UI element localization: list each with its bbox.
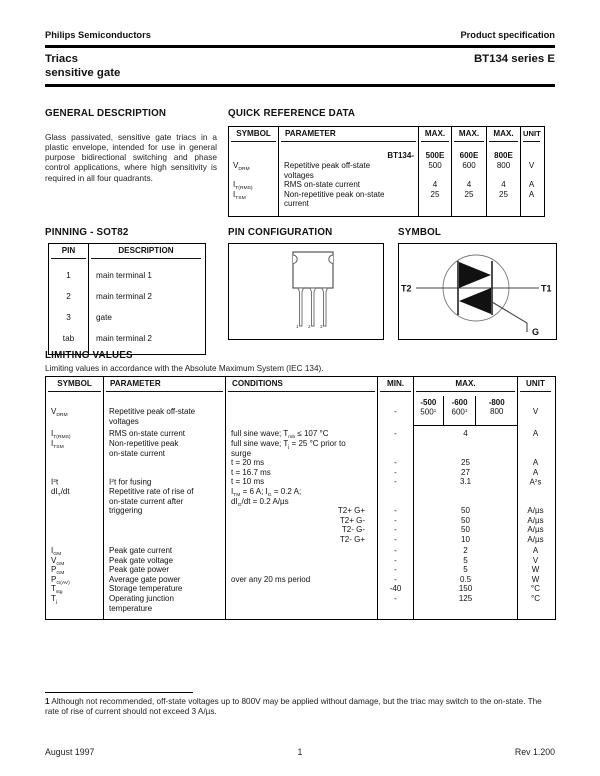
footnote-text: Although not recommended, off-state voltages up to 800V may be applied without damage, but the triac may switch to the on-state. The rate of rise of current should not exceed 3 A/µs. [45,697,542,716]
cell-symbol: $dI_T/dt$ [46,487,104,497]
cell-value: 25 [419,190,452,200]
cell-min: - [378,545,414,556]
cell-unit: V [528,161,535,170]
cell-max [414,449,518,459]
cell-conditions [226,584,378,594]
cell-min: - [378,594,414,604]
cell-symbol [46,535,104,545]
table-row [229,161,544,171]
cell-value: 600 [452,161,487,171]
limiting-values-heading: LIMITING VALUES [45,350,133,361]
pin-configuration-heading: PIN CONFIGURATION [228,227,333,238]
cell-conditions: full sine wave; $T_j = 25$ °C prior to [226,439,378,449]
gate-label: G [532,327,540,337]
table-row [46,516,555,526]
column-header-max3: MAX. [487,127,521,147]
cell-parameter: Operating junction [104,594,226,604]
cell-min: - [378,458,414,468]
table-row [46,497,555,507]
column-header-symbol: SYMBOL [46,377,104,396]
cell-conditions [226,565,378,575]
cell-pin: 2 [49,286,89,307]
table-row [229,180,544,190]
cell-value: 600E [452,147,487,161]
cell-unit: W [531,574,540,584]
cell-unit: V [532,407,539,417]
cell-value: 4 [419,180,452,190]
cell-min: - [378,565,414,575]
cell-min: - [378,506,414,516]
cell-min: - [378,556,414,566]
table-row [49,328,205,349]
limiting-values-table-body [46,426,555,619]
cell-symbol [46,497,104,507]
table-row [46,594,555,604]
cell-description: gate [96,313,112,322]
cell-min: - [378,396,414,426]
cell-conditions [226,545,378,556]
cell-value: 25 [452,190,487,200]
pin-configuration-box [228,243,384,340]
pin-label-1: 1 [296,324,299,329]
cell-conditions: t = 10 ms [226,477,378,487]
terminal-t1-label: T1 [541,283,552,294]
footer-revision: Rev 1.200 [514,747,555,757]
cell-symbol: $T_{stg}$ [46,584,104,594]
cell-symbol [46,525,104,535]
cell-symbol: $T_j$ [46,594,104,604]
table-row [46,556,555,566]
table-spacer-row [46,613,555,619]
cell-unit [518,449,553,459]
cell-value [487,171,521,181]
cell-unit [518,613,553,619]
cell-conditions: T2- G- [226,525,378,535]
cell-parameter: Repetitive peak off-state voltages [104,396,226,426]
footer-page-number: 1 [297,747,303,757]
cell-parameter: current [279,199,419,209]
column-header-max: MAX. [414,377,518,396]
cell-parameter [104,468,226,478]
cell-unit [518,497,553,507]
table-row [46,477,555,487]
cell-max: 25 [414,458,518,468]
pinning-table [48,243,206,355]
header-rule-top [45,45,555,48]
cell-value [452,199,487,209]
cell-pin: 3 [49,307,89,328]
cell-max: 5 [414,565,518,575]
table-row [229,147,544,161]
cell-min: - [378,516,414,526]
cell-pin: 1 [49,265,89,286]
cell-unit: A [532,458,539,468]
cell-unit [521,199,542,209]
cell-value [487,199,521,209]
cell-parameter [104,516,226,526]
cell-symbol [229,171,279,181]
cell-parameter: Repetitive peak off-state [279,161,419,171]
cell-value [419,199,452,209]
cell-value: 800 [487,161,521,171]
cell-symbol [46,468,104,478]
cell-min [378,613,414,619]
cell-min: - [378,575,414,585]
cell-symbol [229,209,279,216]
cell-parameter: Storage temperature [104,584,226,594]
cell-conditions [226,556,378,566]
cell-unit: V [532,555,539,565]
quick-reference-table [228,126,545,217]
pinning-table-body [49,265,205,354]
cell-value: 800E [487,147,521,161]
table-row [46,506,555,516]
footnote-rule [45,692,193,693]
cell-value [452,209,487,216]
cell-parameter: Peak gate current [104,545,226,556]
vendor-name: Philips Semiconductors [45,30,151,40]
header-rule-bottom [45,84,555,87]
max-subcolumn: -600 $600^1$ [444,396,477,425]
table-row [229,190,544,200]
cell-unit: °C [531,593,540,603]
cell-unit: $A^2s$ [529,477,542,487]
cell-symbol [229,147,279,161]
cell-conditions: T2+ G+ [226,506,378,516]
cell-conditions [226,396,378,426]
table-row [46,535,555,545]
part-number: BT134 series E [473,53,555,65]
table-row [46,604,555,614]
cell-unit: A [532,429,539,439]
table-header-row [49,244,205,265]
table-row [229,171,544,181]
cell-conditions: surge [226,449,378,459]
cell-max: 0.5 [414,575,518,585]
cell-symbol: $P_{GM}$ [46,565,104,575]
cell-value [487,209,521,216]
cell-unit [518,604,553,614]
cell-unit [521,171,542,181]
column-header-pin: PIN [49,244,89,265]
table-header-row [229,127,544,147]
cell-conditions [226,594,378,604]
table-row [46,545,555,556]
cell-max [414,497,518,507]
product-family-title [45,53,120,80]
cell-conditions: $I_{TM} = 6$ A; $I_G = 0.2$ A; [226,487,378,497]
pin-label-3: 3 [320,324,323,329]
cell-symbol: $V_{GM}$ [46,556,104,566]
cell-min: -40 [378,584,414,594]
cell-max: 27 [414,468,518,478]
cell-unit: A/µs [527,525,544,535]
cell-min: - [378,477,414,487]
cell-parameter [104,458,226,468]
cell-parameter: $I^2t$ for fusing [104,477,226,487]
cell-parameter: Peak gate voltage [104,556,226,566]
table-row [46,426,555,439]
column-header-min: MIN. [378,377,414,396]
cell-unit: A [532,467,539,477]
cell-parameter: RMS on-state current [279,180,419,190]
cell-value: 25 [487,190,521,200]
cell-pin: tab [49,328,89,349]
cell-value [452,171,487,181]
table-row [49,286,205,307]
terminal-t2-label: T2 [401,283,412,294]
cell-max: 50 [414,516,518,526]
cell-symbol: $P_{G(AV)}$ [46,575,104,585]
column-header-description: DESCRIPTION [89,244,203,265]
cell-symbol: $I_{GM}$ [46,545,104,556]
cell-unit [521,209,542,216]
cell-description: main terminal 1 [96,271,152,280]
table-row [46,449,555,459]
cell-max [414,604,518,614]
cell-max: 150 [414,584,518,594]
column-header-parameter: PARAMETER [279,127,419,147]
cell-unit [521,147,542,161]
cell-conditions [226,604,378,614]
cell-max: 2 [414,545,518,556]
cell-conditions: t = 20 ms [226,458,378,468]
cell-parameter: triggering [104,506,226,516]
cell-min [378,439,414,449]
table-row [46,458,555,468]
product-family-line1: Triacs [45,53,78,65]
table-row [46,575,555,585]
column-header-unit: UNIT [518,377,553,396]
cell-parameter [104,535,226,545]
cell-parameter [104,525,226,535]
cell-symbol: $V_{DRM}$ [46,396,104,426]
cell-value: 500 [419,161,452,171]
cell-conditions [226,613,378,619]
max-subcolumn: -500 $500^1$ [414,396,444,425]
cell-max: 4 [414,426,518,439]
cell-parameter: Repetitive rate of rise of [104,487,226,497]
cell-min: - [378,426,414,439]
column-header-parameter: PARAMETER [104,377,226,396]
footnote [45,697,552,716]
cell-min [378,487,414,497]
limiting-values-table [45,376,556,620]
symbol-heading: SYMBOL [398,227,442,238]
cell-parameter: temperature [104,604,226,614]
pinning-heading: PINNING - SOT82 [45,227,129,238]
cell-value [419,171,452,181]
table-row [49,307,205,328]
cell-symbol: $I^2t$ [46,477,104,487]
limiting-values-intro: Limiting values in accordance with the Absolute Maximum System (IEC 134). [45,364,324,373]
table-row [49,265,205,286]
cell-parameter: Peak gate power [104,565,226,575]
table-spacer-row [229,209,544,216]
column-header-symbol: SYMBOL [229,127,279,147]
voltage-limit-row [46,396,555,426]
cell-min: - [378,535,414,545]
cell-conditions: full sine wave; $T_{mb} \le 107$ °C [226,426,378,439]
cell-conditions: $dI_G/dt = 0.2$ A/µs [226,497,378,507]
cell-parameter: BT134- [279,147,419,161]
cell-conditions: over any 20 ms period [226,575,378,585]
cell-min [378,449,414,459]
cell-unit: A [528,189,535,199]
general-description-heading: GENERAL DESCRIPTION [45,108,167,119]
table-row [46,565,555,575]
cell-symbol [46,613,104,619]
general-description-text: Glass passivated, sensitive gate triacs in a plastic envelope, intended for use in general purpose bidirectional switching and phase control applications, where high sensitivity is required in all four quadrants. [45,132,217,183]
cell-unit: A [528,180,535,190]
cell-symbol: $I_{TSM}$ [229,190,279,200]
table-row [46,439,555,449]
quick-reference-heading: QUICK REFERENCE DATA [228,108,356,119]
table-row [46,525,555,535]
cell-symbol [46,604,104,614]
cell-max: 3.1 [414,477,518,487]
cell-value: 500E [419,147,452,161]
cell-unit: °C [531,584,540,594]
table-row [46,584,555,594]
cell-value: 4 [487,180,521,190]
cell-conditions: t = 16.7 ms [226,468,378,478]
cell-value: 4 [452,180,487,190]
cell-parameter: Non-repetitive peak on-state [279,190,419,200]
column-header-conditions: CONDITIONS [226,377,378,396]
cell-parameter: RMS on-state current [104,426,226,439]
cell-max: 125 [414,594,518,604]
table-row [46,468,555,478]
column-header-max2: MAX. [452,127,487,147]
cell-max: 5 [414,556,518,566]
cell-symbol: $I_{T(RMS)}$ [229,180,279,190]
cell-symbol [46,506,104,516]
cell-description: main terminal 2 [96,292,152,301]
cell-max-split [414,396,518,426]
cell-conditions: T2- G+ [226,535,378,545]
cell-max: 50 [414,525,518,535]
cell-max: 50 [414,506,518,516]
cell-unit [518,487,553,497]
symbol-box [398,243,557,340]
cell-symbol: $I_{TSM}$ [46,439,104,449]
pin-label-2: 2 [308,324,311,329]
cell-min [378,604,414,614]
cell-description: main terminal 2 [96,334,152,343]
cell-symbol [46,458,104,468]
cell-parameter: on-state current after [104,497,226,507]
cell-unit: A/µs [527,515,544,525]
cell-max [414,439,518,449]
cell-symbol [46,516,104,526]
cell-max [414,487,518,497]
cell-max [414,613,518,619]
cell-unit: A [532,545,539,555]
cell-symbol [229,199,279,209]
cell-min: - [378,525,414,535]
cell-parameter: voltages [279,171,419,181]
cell-parameter: Non-repetitive peak [104,439,226,449]
cell-unit: A/µs [527,506,544,516]
table-row [229,199,544,209]
cell-max: 10 [414,535,518,545]
spec-type-label: Product specification [460,30,555,40]
cell-symbol: $I_{T(RMS)}$ [46,426,104,439]
cell-symbol: $V_{DRM}$ [229,161,279,171]
footer-date: August 1997 [45,747,95,757]
cell-min [378,497,414,507]
product-family-line2: sensitive gate [45,66,121,79]
cell-value [419,209,452,216]
column-header-max1: MAX. [419,127,452,147]
quick-reference-table-body [229,147,544,216]
column-header-unit: UNIT [521,127,542,147]
cell-unit: W [531,565,540,575]
cell-unit [518,439,553,449]
cell-parameter: Average gate power [104,575,226,585]
cell-unit: A/µs [527,534,544,544]
max-subcolumn: -800 800 [488,397,505,417]
cell-conditions: T2+ G- [226,516,378,526]
package-drawing-icon [229,244,383,339]
triac-symbol-icon [399,244,556,339]
table-row [46,487,555,497]
table-header-row [46,377,555,396]
cell-parameter: on-state current [104,449,226,459]
footnote-marker: 1 [45,697,50,706]
cell-parameter [104,613,226,619]
cell-symbol [46,449,104,459]
cell-min: - [378,468,414,478]
cell-parameter [279,209,419,216]
